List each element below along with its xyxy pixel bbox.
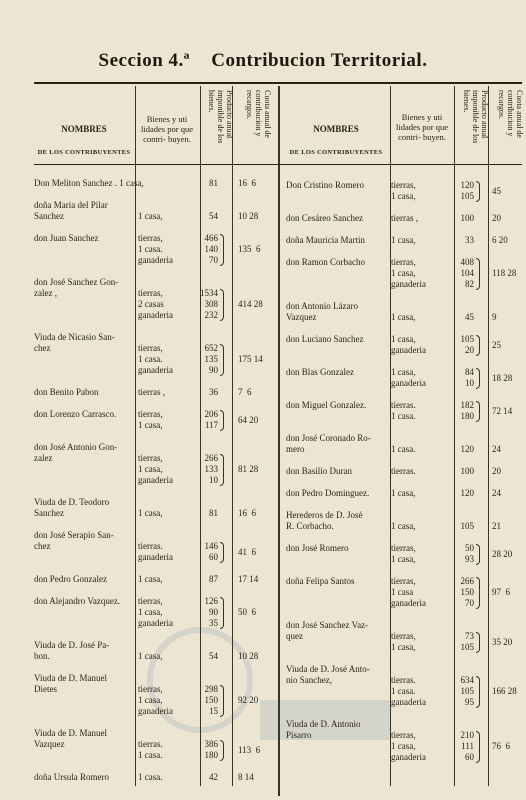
- header-names-sub: DE LOS CONTRIBUYENTES: [37, 149, 131, 156]
- contributor-name: doña Ursula Romero: [34, 772, 109, 782]
- property-type: 1 casa,: [138, 574, 163, 584]
- property-type: ganaderia: [138, 255, 173, 265]
- taxable-product-value: 150: [460, 587, 474, 597]
- contributor-name: don Cesáreo Sanchez: [286, 213, 363, 223]
- taxable-product-value: 466: [204, 233, 218, 243]
- contributor-name: don Pedro Gonzalez: [34, 574, 107, 584]
- grouping-brace: [220, 454, 224, 486]
- property-type: tierras,: [138, 288, 163, 298]
- annual-quota-value: 175 14: [238, 354, 263, 364]
- header-names-right: [284, 84, 388, 164]
- taxable-product-value: 210: [460, 730, 474, 740]
- contributor-name: Don Cristino Romero: [286, 180, 364, 190]
- taxable-product-value: 266: [460, 576, 474, 586]
- property-type: 1 casa,: [391, 235, 416, 245]
- contributor-name: don Lorenzo Carrasco.: [34, 409, 117, 419]
- annual-quota-value: 414 28: [238, 299, 263, 309]
- taxable-product-value: 140: [204, 244, 218, 254]
- taxable-product-value: 54: [209, 651, 218, 661]
- grouping-brace: [220, 740, 224, 761]
- grouping-brace: [476, 731, 480, 763]
- taxable-product-value: 10: [209, 475, 218, 485]
- property-type: 1 casa,: [138, 508, 163, 518]
- annual-quota-value: 20: [492, 466, 501, 476]
- contributor-name: don José Coronado Ro-: [286, 433, 371, 443]
- property-type: 1 casa.: [391, 411, 416, 421]
- property-type: 1 casa,: [391, 312, 416, 322]
- grouping-brace: [476, 181, 480, 202]
- contributor-name: Herederos de D. José: [286, 510, 363, 520]
- taxable-product-value: 60: [465, 752, 474, 762]
- property-type: tierras,: [391, 543, 416, 553]
- annual-quota-value: 64 20: [238, 414, 259, 425]
- contributor-name: Viuda de D. José Anto-: [286, 664, 370, 674]
- section-subject: Contribucion Territorial.: [211, 50, 428, 71]
- grouping-brace: [220, 410, 224, 431]
- contributor-name: quez: [286, 631, 303, 641]
- taxable-product-value: 93: [465, 554, 474, 564]
- taxable-product-value: 50: [465, 543, 474, 553]
- contributor-name: Viuda de D. Antonio: [286, 719, 361, 729]
- contributor-name: doña Maria del Pilar: [34, 200, 108, 210]
- contributor-name: Viuda de D. Manuel: [34, 673, 107, 683]
- property-type: tierras.: [138, 541, 163, 551]
- taxable-product-value: 45: [465, 312, 474, 322]
- annual-quota-value: 16 6: [238, 508, 256, 518]
- annual-quota-value: 118 28: [492, 268, 517, 278]
- property-type: 1 casa,: [138, 420, 163, 430]
- property-type: tierras,: [391, 576, 416, 586]
- contributor-name: R. Corbacho.: [286, 521, 334, 531]
- property-type: tierras,: [138, 233, 163, 243]
- contributor-name: Don Meliton Sanchez . 1 casa,: [34, 178, 144, 188]
- taxable-product-value: 81: [209, 178, 218, 188]
- taxable-product-value: 105: [460, 642, 474, 652]
- contributor-name: don Basilio Duran: [286, 466, 352, 476]
- contributor-name: don Luciano Sanchez: [286, 334, 364, 344]
- annual-quota-value: 97 6: [492, 587, 510, 597]
- taxable-product-value: 36: [209, 387, 218, 397]
- taxable-product-value: 95: [465, 697, 474, 707]
- grouping-brace: [476, 368, 480, 389]
- property-type: 1 casa,: [391, 741, 416, 751]
- property-type: 1 casa,: [138, 651, 163, 661]
- grouping-brace: [220, 344, 224, 376]
- taxable-product-value: 135: [204, 354, 218, 364]
- header-names-sub: DE LOS CONTRIBUYENTES: [289, 149, 383, 156]
- annual-quota-value: 113 6: [238, 744, 261, 755]
- taxable-product-value: 146: [204, 541, 218, 551]
- taxable-product-value: 408: [460, 257, 474, 267]
- annual-quota-value: 8 14: [238, 772, 254, 782]
- grouping-brace: [220, 289, 224, 321]
- contributor-name: don Blas Gonzalez: [286, 367, 354, 377]
- contributor-name: don José Sanchez Vaz-: [286, 620, 369, 630]
- taxable-product-value: 10: [465, 378, 474, 388]
- annual-quota-value: 10 28: [238, 651, 259, 661]
- taxable-product-value: 105: [460, 686, 474, 696]
- contributor-name: chez: [34, 343, 51, 353]
- contributor-name: nio Sanchez,: [286, 675, 332, 685]
- property-type: 1 casa,: [391, 268, 416, 278]
- property-type: 1 casa.: [138, 244, 163, 254]
- grouping-brace: [476, 632, 480, 653]
- taxable-product-value: 652: [204, 343, 218, 353]
- grouping-brace: [476, 335, 480, 356]
- annual-quota-value: 166 28: [492, 686, 517, 696]
- contributor-name: bon.: [34, 651, 50, 661]
- taxable-product-value: 35: [209, 618, 218, 628]
- taxable-product-value: 308: [204, 299, 218, 309]
- property-type: ganaderia: [138, 618, 173, 628]
- taxable-product-value: 90: [209, 607, 218, 617]
- property-type: 1 casa,: [391, 191, 416, 201]
- grouping-brace: [220, 234, 224, 266]
- taxable-product-value: 150: [204, 695, 218, 705]
- contributor-name: Viuda de D. Manuel: [34, 728, 107, 738]
- annual-quota-value: 21: [492, 521, 501, 531]
- property-type: tierras.: [391, 675, 416, 685]
- taxable-product-value: 105: [460, 334, 474, 344]
- property-type: 1 casa,: [391, 367, 416, 377]
- property-type: tierras,: [138, 596, 163, 606]
- annual-quota-value: 16 6: [238, 178, 256, 188]
- contributor-name: don José Sanchez Gon-: [34, 277, 119, 287]
- grouping-brace: [476, 544, 480, 565]
- property-type: ganaderia: [391, 697, 426, 707]
- contributor-name: don José Antonio Gon-: [34, 442, 118, 452]
- taxable-product-value: 105: [460, 521, 474, 531]
- annual-quota-value: 28 20: [492, 548, 513, 559]
- header-bienes-left: Bienes y uti lidades por que contri- buyen.: [141, 114, 193, 144]
- property-type: 1 casa,: [391, 488, 416, 498]
- property-type: tierras,: [138, 453, 163, 463]
- contributor-name: don Alejandro Vazquez.: [34, 596, 121, 606]
- property-type: tierras ,: [138, 387, 165, 397]
- property-type: 1 casa,: [391, 642, 416, 652]
- taxable-product-value: 634: [460, 675, 474, 685]
- property-type: ganaderia: [391, 279, 426, 289]
- annual-quota-value: 9: [492, 312, 497, 322]
- taxable-product-value: 70: [465, 598, 474, 608]
- property-type: ganaderia: [391, 598, 426, 608]
- contributor-name: don Benito Pabon: [34, 387, 99, 397]
- taxable-product-value: 84: [465, 367, 474, 377]
- taxable-product-value: 60: [209, 552, 218, 562]
- grouping-brace: [476, 577, 480, 609]
- taxable-product-value: 15: [209, 706, 218, 716]
- contributor-name: don José Romero: [286, 543, 349, 553]
- grouping-brace: [220, 685, 224, 717]
- contributor-name: don José Serapio San-: [34, 530, 114, 540]
- annual-quota-value: 10 28: [238, 211, 259, 221]
- contributor-name: Sanchez: [34, 211, 64, 221]
- property-type: 1 casa,: [138, 695, 163, 705]
- contributor-name: Vazquez: [34, 739, 65, 749]
- contributor-name: Viuda de D. Teodoro: [34, 497, 110, 507]
- contributor-name: zalez: [34, 453, 53, 463]
- grouping-brace: [220, 542, 224, 563]
- taxable-product-value: 298: [204, 684, 218, 694]
- header-names-left: [34, 84, 134, 164]
- grouping-brace: [476, 401, 480, 422]
- property-type: 1 casa.: [391, 444, 416, 454]
- taxable-product-value: 1534: [200, 288, 218, 298]
- property-type: tierras,: [391, 730, 416, 740]
- annual-quota-value: 76 6: [492, 741, 510, 751]
- taxable-product-value: 81: [209, 508, 218, 518]
- grouping-brace: [476, 676, 480, 708]
- header-cuota-right: Cuota anual de contribucion y recargos.: [497, 90, 524, 138]
- grouping-brace: [220, 597, 224, 629]
- property-type: ganaderia: [138, 310, 173, 320]
- property-type: 1 casa: [391, 587, 414, 597]
- annual-quota-value: 45: [492, 185, 501, 196]
- taxable-product-value: 386: [204, 739, 218, 749]
- taxable-product-value: 232: [204, 310, 218, 320]
- property-type: ganaderia: [138, 475, 173, 485]
- property-type: tierras,: [391, 257, 416, 267]
- property-type: ganaderia: [138, 552, 173, 562]
- taxable-product-value: 180: [460, 411, 474, 421]
- contributor-name: Sanchez: [34, 508, 64, 518]
- annual-quota-value: 6 20: [492, 235, 508, 245]
- taxable-product-value: 73: [465, 631, 474, 641]
- taxable-product-value: 100: [460, 466, 474, 476]
- section-label: Seccion 4.ª: [98, 50, 190, 71]
- property-type: tierras.: [391, 400, 416, 410]
- taxable-product-value: 104: [460, 268, 474, 278]
- property-type: 1 casa.: [138, 354, 163, 364]
- annual-quota-value: 18 28: [492, 372, 513, 383]
- property-type: tierras,: [138, 409, 163, 419]
- property-type: 1 casa,: [391, 334, 416, 344]
- contributor-name: Dietes: [34, 684, 57, 694]
- contributor-name: don Juan Sanchez: [34, 233, 99, 243]
- property-type: 1 casa,: [138, 211, 163, 221]
- taxable-product-value: 90: [209, 365, 218, 375]
- annual-quota-value: 25: [492, 339, 501, 350]
- property-type: tierras ,: [391, 213, 418, 223]
- taxable-product-value: 100: [460, 213, 474, 223]
- contributor-name: Viuda de D. José Pa-: [34, 640, 110, 650]
- contributor-name: chez: [34, 541, 51, 551]
- property-type: 1 casa.: [138, 750, 163, 760]
- taxable-product-value: 70: [209, 255, 218, 265]
- taxable-product-value: 206: [204, 409, 218, 419]
- taxable-product-value: 87: [209, 574, 218, 584]
- property-type: ganaderia: [138, 706, 173, 716]
- property-type: 1 casa.: [391, 686, 416, 696]
- property-type: ganaderia: [391, 345, 426, 355]
- annual-quota-value: 35 20: [492, 636, 513, 647]
- annual-quota-value: 24: [492, 444, 501, 454]
- taxable-product-value: 266: [204, 453, 218, 463]
- contributor-name: mero: [286, 444, 305, 454]
- taxable-product-value: 126: [204, 596, 218, 606]
- property-type: tierras,: [138, 684, 163, 694]
- contributor-name: don Ramon Corbacho: [286, 257, 365, 267]
- taxable-product-value: 180: [204, 750, 218, 760]
- header-names-label: NOMBRES: [313, 124, 359, 134]
- property-type: 1 casa,: [391, 554, 416, 564]
- contributor-name: zalez ,: [34, 288, 57, 298]
- contributor-name: Viuda de Nicasio San-: [34, 332, 115, 342]
- property-type: ganaderia: [391, 752, 426, 762]
- property-type: tierras.: [138, 739, 163, 749]
- divider-left-names: [135, 86, 136, 786]
- property-type: 1 casa.: [138, 772, 163, 782]
- taxable-product-value: 20: [465, 345, 474, 355]
- contributor-name: Pisarro: [286, 730, 312, 740]
- divider-right-producto: [488, 86, 489, 786]
- taxable-product-value: 120: [460, 180, 474, 190]
- taxable-product-value: 82: [465, 279, 474, 289]
- taxable-product-value: 105: [460, 191, 474, 201]
- property-type: 1 casa,: [138, 607, 163, 617]
- annual-quota-value: 50 6: [238, 607, 256, 617]
- contributor-name: Vazquez: [286, 312, 317, 322]
- annual-quota-value: 72 14: [492, 405, 513, 416]
- taxable-product-value: 111: [461, 741, 474, 751]
- contributor-name: don Pedro Dominguez.: [286, 488, 370, 498]
- header-names-label: NOMBRES: [61, 124, 107, 134]
- grouping-brace: [476, 258, 480, 290]
- page-title: [0, 50, 526, 72]
- annual-quota-value: 41 6: [238, 546, 256, 557]
- contributor-name: don Miguel Gonzalez.: [286, 400, 367, 410]
- annual-quota-value: 17 14: [238, 574, 259, 584]
- header-bienes-right: Bienes y uti lidades por que contri- buyen.: [396, 112, 448, 142]
- property-type: tierras.: [391, 466, 416, 476]
- taxable-product-value: 42: [209, 772, 218, 782]
- annual-quota-value: 7 6: [238, 387, 252, 397]
- annual-quota-value: 20: [492, 213, 501, 223]
- annual-quota-value: 135 6: [238, 244, 261, 254]
- annual-quota-value: 92 20: [238, 695, 259, 705]
- header-producto-left: Producto anual imponible de los bienes.: [207, 90, 234, 144]
- taxable-product-value: 120: [460, 444, 474, 454]
- property-type: tierras,: [391, 631, 416, 641]
- taxable-product-value: 120: [460, 488, 474, 498]
- header-cuota-left: Cuota anual de contribucion y recargos.: [245, 90, 272, 138]
- property-type: tierras,: [391, 180, 416, 190]
- property-type: ganaderia: [391, 378, 426, 388]
- header-producto-right: Producto anual imponible de los bienes.: [462, 90, 489, 144]
- taxable-product-value: 182: [460, 400, 474, 410]
- property-type: 2 casas: [138, 299, 164, 309]
- taxable-product-value: 54: [209, 211, 218, 221]
- property-type: tierras,: [138, 343, 163, 353]
- contributor-name: doña Mauricia Martin: [286, 235, 365, 245]
- taxable-product-value: 33: [465, 235, 474, 245]
- annual-quota-value: 81 28: [238, 464, 259, 474]
- property-type: 1 casa,: [138, 464, 163, 474]
- contributor-name: don Antonio Lázaro: [286, 301, 358, 311]
- property-type: 1 casa,: [391, 521, 416, 531]
- taxable-product-value: 117: [204, 420, 218, 430]
- property-type: ganaderia: [138, 365, 173, 375]
- annual-quota-value: 24: [492, 488, 501, 498]
- contributor-name: doña Felipa Santos: [286, 576, 355, 586]
- taxable-product-value: 133: [204, 464, 218, 474]
